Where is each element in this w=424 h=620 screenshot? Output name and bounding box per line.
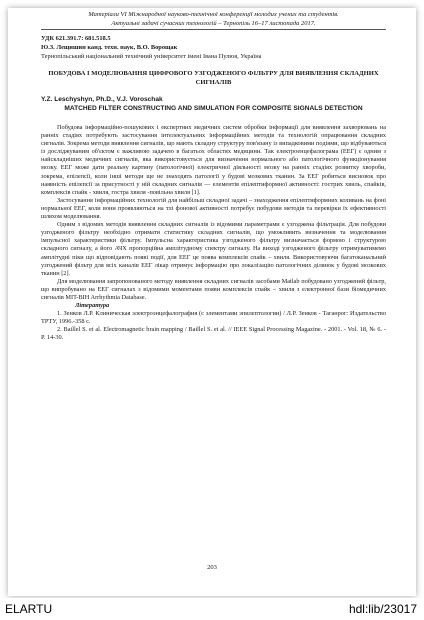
authors-en: Y.Z. Leschyshyn, Ph.D., V.J. Voroschak <box>41 96 163 103</box>
udk-code: УДК 621.391.7: 681.518.5 <box>41 35 111 42</box>
affiliation: Тернопільський національний технічний університет імені Івана Пулюя, Україна <box>41 53 262 60</box>
page-number: 203 <box>207 564 217 571</box>
title-ua: ПОБУДОВА І МОДЕЛЮВАННЯ ЦИФРОВОГО УЗГОДЖЕНОГО ФІЛЬТРУ ДЛЯ ВИЯВЛЕННЯ СКЛАДНИХ СИГНАЛІВ <box>48 70 379 86</box>
running-header-line2: Актуальні задачі сучасних технологій – Тернопіль 16–17 листопада 2017. <box>111 20 316 27</box>
paper-page <box>8 8 416 596</box>
reference-item: 1. Зенков Л.Р. Клиническая электроэнцефалография (с элементами эпилептологии) / Л.Р. Зенков - Таганрог: Издательство ТРТУ, 1996.-358 с. <box>41 310 386 326</box>
title-en: MATCHED FILTER CONSTRUCTING AND SIMULATION FOR COMPOSITE SIGNALS DETECTION <box>64 105 363 112</box>
literature-heading: Література <box>75 302 110 310</box>
paragraph: Побудова інформаційно-пошукових і експертних медичних систем обробки інформації для виявлення захворювань на ранніх стадіях потребують застосування інтелектуальних інформаційних методів та технологій опрацювання складних сигналів. Зокрема методи виявлення сигналів, що мають складну структуру пов'язану із випадковими подіями, що відбуваються із досліджуваним об'єктом є важливою задачею в багатьох областях медицини. Так електроенцефалограма (ЕЕГ) є одним з найскладніших медичних сигналів, яка використовується для визначення нормального або патологічного функціонування мозку. ЕЕГ може дати реальну картину (патологічної) електричної діяльності мозку на ранніх стадіях розвитку хвороби, зокрема, епілепсії, коли інші методи ще не знаходять патології у будові мозкових тканин. За ЕЕГ робиться висновок про наявність епілепсії за присутності у ній складних сигналів — елементів епілептиформної активності: гострих хвиль, спайків, комплексів спайк - хвиля, гостра хвиля -повільна хвиля [1]. <box>41 124 386 196</box>
paragraph: Застосування інформаційних технологій для найбільш складної задачі – знаходження епілептиформних коливань на фоні нормальної ЕЕГ, коли вони проявляються на тлі фонової активності потребує побудови методів та перевірки їх ефективності шляхом моделювання. <box>41 196 386 221</box>
repository-footer <box>0 598 424 620</box>
running-header-line1: Матеріали VI Міжнародної науково-технічної конференції молодих учених та студентів. <box>88 11 339 18</box>
handle-id: hdl:lib/23017 <box>348 602 417 616</box>
authors-ua: Ю.З. Лещишин канд. техн. наук, В.О. Ворощак <box>41 44 178 51</box>
header-divider <box>41 29 386 30</box>
page-content <box>41 8 386 342</box>
reference-item: 2. Baillel S. et al. Electromagnetic brain mapping / Baillel S. et al. // IEEE Signal Processing Magazine. - 2001. - Vol. 18, № 6. - P. 14-30. <box>41 326 386 342</box>
paragraph: Для моделювання запропонованого методу виявлення складних сигналів засобами Matlab побудовано узгоджений фільтр, що випробувано на ЕЕГ сигналах з відомими моментами появи комплексів спайк – хвиля з електронної бази біомедичних сигналів MIT-BIH Arrhythmia Database. <box>41 277 386 301</box>
repository-name: ELARTU <box>5 602 53 616</box>
paragraph: Одним з відомих методів виявлення складних сигналів із відомими параметрами є узгоджена фільтрація. Для побудови узгодженого фільтру необхідно отримати статистику складних сигналів, що уможливить визначення та моделювання імпульсної характеристики фільтру. Імпульсна характеристика узгодженого фільтру визначається формою і структурою складного сигналу, а його АЧХ пропорційна амплітудному спектру сигналу. На виході узгодженого фільтру отримуватимемо амплітудні піки що відповідають появі події, для ЕЕГ це поява комплексів спайк – хвиля. Використовуючи багатоканальний узгоджений фільтр для всіх каналів ЕЕГ лікар отримує інформацію про локалізацію патологічних ділянок у будові мозкових тканин [2]. <box>41 221 386 277</box>
